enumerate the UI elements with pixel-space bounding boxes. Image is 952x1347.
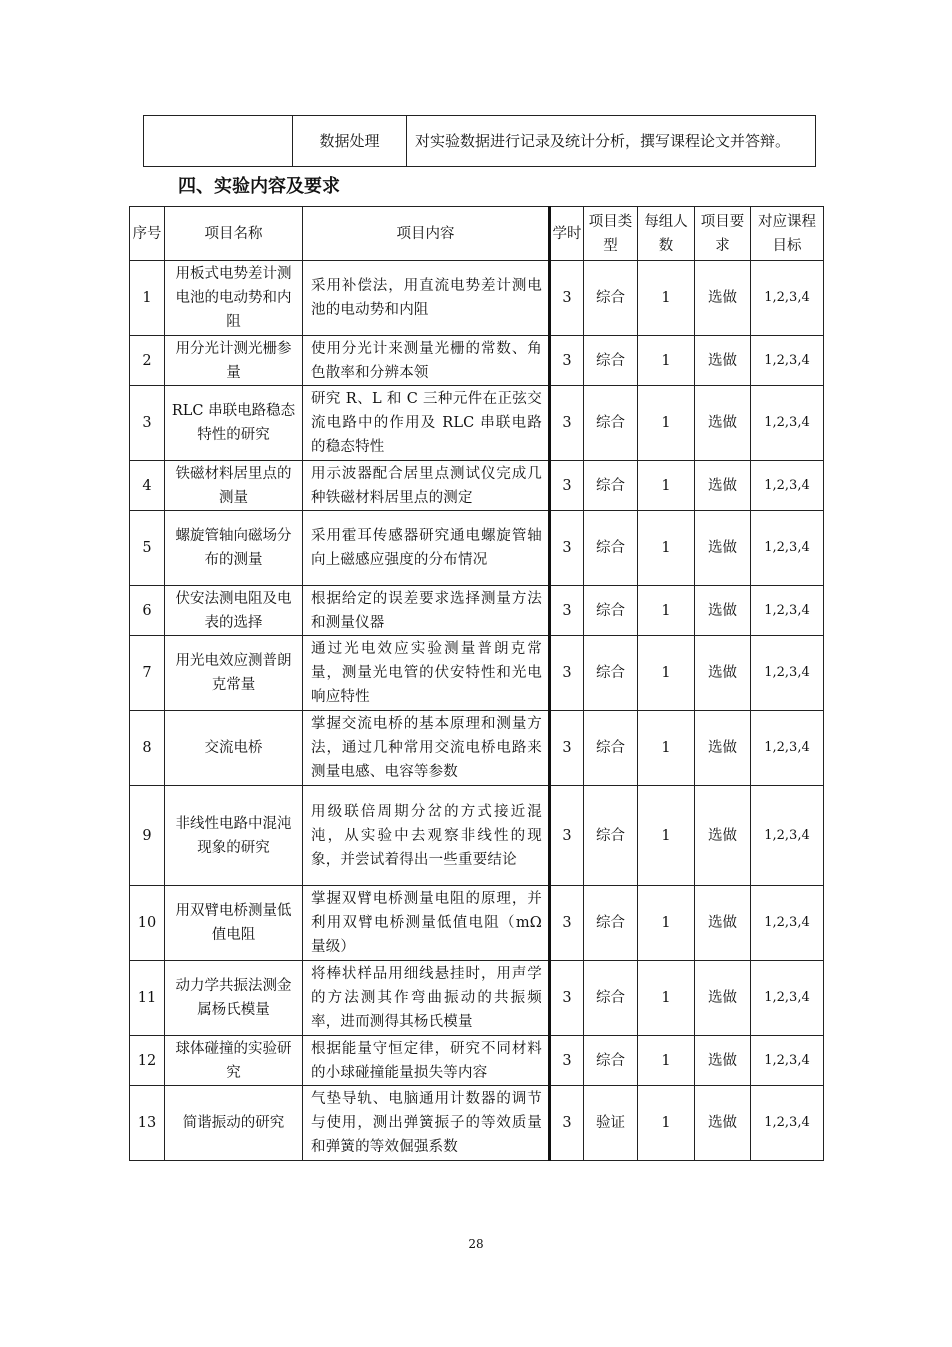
cell-req: 选做 bbox=[695, 511, 751, 586]
cell-req: 选做 bbox=[695, 1036, 751, 1086]
cell-goal: 1,2,3,4 bbox=[751, 1036, 824, 1086]
table-row bbox=[130, 261, 824, 336]
header-no: 序号 bbox=[130, 207, 165, 261]
cell-no: 6 bbox=[130, 586, 165, 636]
cell-hours: 3 bbox=[550, 636, 584, 711]
top-table-content-cell: 对实验数据进行记录及统计分析，撰写课程论文并答辩。 bbox=[407, 116, 816, 167]
cell-content: 将棒状样品用细线悬挂时，用声学的方法测其作弯曲振动的共振频率，进而测得其杨氏模量 bbox=[303, 961, 550, 1036]
table-row bbox=[130, 711, 824, 786]
cell-people: 1 bbox=[638, 386, 695, 461]
cell-people: 1 bbox=[638, 586, 695, 636]
cell-hours: 3 bbox=[550, 961, 584, 1036]
cell-hours: 3 bbox=[550, 461, 584, 511]
cell-content: 通过光电效应实验测量普朗克常量，测量光电管的伏安特性和光电响应特性 bbox=[303, 636, 550, 711]
table-row bbox=[130, 961, 824, 1036]
header-content: 项目内容 bbox=[303, 207, 550, 261]
cell-goal: 1,2,3,4 bbox=[751, 786, 824, 886]
experiments-table bbox=[129, 206, 824, 1161]
cell-content: 用示波器配合居里点测试仪完成几种铁磁材料居里点的测定 bbox=[303, 461, 550, 511]
cell-name: 铁磁材料居里点的测量 bbox=[165, 461, 303, 511]
cell-name: 用光电效应测普朗克常量 bbox=[165, 636, 303, 711]
cell-no: 10 bbox=[130, 886, 165, 961]
cell-type: 综合 bbox=[584, 961, 638, 1036]
cell-type: 综合 bbox=[584, 886, 638, 961]
cell-name: 用双臂电桥测量低值电阻 bbox=[165, 886, 303, 961]
cell-goal: 1,2,3,4 bbox=[751, 636, 824, 711]
table-header-row bbox=[130, 207, 824, 261]
cell-goal: 1,2,3,4 bbox=[751, 586, 824, 636]
cell-type: 验证 bbox=[584, 1086, 638, 1161]
table-row bbox=[130, 636, 824, 711]
cell-name: 动力学共振法测金属杨氏模量 bbox=[165, 961, 303, 1036]
cell-req: 选做 bbox=[695, 386, 751, 461]
cell-type: 综合 bbox=[584, 511, 638, 586]
cell-goal: 1,2,3,4 bbox=[751, 1086, 824, 1161]
cell-content: 根据能量守恒定律，研究不同材料的小球碰撞能量损失等内容 bbox=[303, 1036, 550, 1086]
cell-people: 1 bbox=[638, 336, 695, 386]
cell-people: 1 bbox=[638, 886, 695, 961]
cell-name: 用板式电势差计测电池的电动势和内阻 bbox=[165, 261, 303, 336]
cell-hours: 3 bbox=[550, 586, 584, 636]
cell-people: 1 bbox=[638, 711, 695, 786]
table-row bbox=[130, 1086, 824, 1161]
cell-type: 综合 bbox=[584, 636, 638, 711]
cell-no: 12 bbox=[130, 1036, 165, 1086]
cell-goal: 1,2,3,4 bbox=[751, 961, 824, 1036]
header-req: 项目要求 bbox=[695, 207, 751, 261]
table-row bbox=[130, 886, 824, 961]
cell-no: 7 bbox=[130, 636, 165, 711]
cell-people: 1 bbox=[638, 1086, 695, 1161]
cell-goal: 1,2,3,4 bbox=[751, 386, 824, 461]
cell-name: RLC 串联电路稳态特性的研究 bbox=[165, 386, 303, 461]
cell-no: 3 bbox=[130, 386, 165, 461]
cell-name: 用分光计测光栅参量 bbox=[165, 336, 303, 386]
cell-type: 综合 bbox=[584, 461, 638, 511]
cell-no: 5 bbox=[130, 511, 165, 586]
cell-hours: 3 bbox=[550, 711, 584, 786]
cell-content: 掌握双臂电桥测量电阻的原理，并利用双臂电桥测量低值电阻（mΩ 量级） bbox=[303, 886, 550, 961]
cell-req: 选做 bbox=[695, 636, 751, 711]
cell-content: 使用分光计来测量光栅的常数、角色散率和分辨本领 bbox=[303, 336, 550, 386]
cell-content: 采用霍耳传感器研究通电螺旋管轴向上磁感应强度的分布情况 bbox=[303, 511, 550, 586]
cell-no: 1 bbox=[130, 261, 165, 336]
header-people: 每组人数 bbox=[638, 207, 695, 261]
cell-hours: 3 bbox=[550, 261, 584, 336]
cell-content: 采用补偿法，用直流电势差计测电池的电动势和内阻 bbox=[303, 261, 550, 336]
cell-no: 4 bbox=[130, 461, 165, 511]
cell-goal: 1,2,3,4 bbox=[751, 711, 824, 786]
table-row bbox=[130, 586, 824, 636]
cell-req: 选做 bbox=[695, 261, 751, 336]
cell-content: 根据给定的误差要求选择测量方法和测量仪器 bbox=[303, 586, 550, 636]
cell-name: 伏安法测电阻及电表的选择 bbox=[165, 586, 303, 636]
top-table-label-cell: 数据处理 bbox=[293, 116, 407, 167]
cell-name: 交流电桥 bbox=[165, 711, 303, 786]
cell-type: 综合 bbox=[584, 386, 638, 461]
table-row bbox=[130, 461, 824, 511]
cell-hours: 3 bbox=[550, 1036, 584, 1086]
cell-req: 选做 bbox=[695, 886, 751, 961]
table-row bbox=[130, 336, 824, 386]
cell-req: 选做 bbox=[695, 711, 751, 786]
cell-req: 选做 bbox=[695, 586, 751, 636]
cell-no: 2 bbox=[130, 336, 165, 386]
cell-req: 选做 bbox=[695, 961, 751, 1036]
cell-req: 选做 bbox=[695, 461, 751, 511]
cell-people: 1 bbox=[638, 461, 695, 511]
cell-req: 选做 bbox=[695, 1086, 751, 1161]
cell-goal: 1,2,3,4 bbox=[751, 886, 824, 961]
cell-content: 掌握交流电桥的基本原理和测量方法，通过几种常用交流电桥电路来测量电感、电容等参数 bbox=[303, 711, 550, 786]
page-number: 28 bbox=[468, 1237, 484, 1251]
header-name: 项目名称 bbox=[165, 207, 303, 261]
cell-hours: 3 bbox=[550, 336, 584, 386]
cell-name: 螺旋管轴向磁场分布的测量 bbox=[165, 511, 303, 586]
cell-content: 用级联倍周期分岔的方式接近混沌，从实验中去观察非线性的现象，并尝试着得出一些重要结论 bbox=[303, 786, 550, 886]
cell-name: 简谐振动的研究 bbox=[165, 1086, 303, 1161]
cell-name: 球体碰撞的实验研究 bbox=[165, 1036, 303, 1086]
experiments-table-body bbox=[130, 261, 824, 1161]
table-row bbox=[130, 1036, 824, 1086]
cell-no: 9 bbox=[130, 786, 165, 886]
table-row bbox=[130, 386, 824, 461]
cell-people: 1 bbox=[638, 961, 695, 1036]
cell-no: 8 bbox=[130, 711, 165, 786]
table-row bbox=[130, 511, 824, 586]
cell-type: 综合 bbox=[584, 336, 638, 386]
header-type: 项目类型 bbox=[584, 207, 638, 261]
cell-req: 选做 bbox=[695, 786, 751, 886]
cell-name: 非线性电路中混沌现象的研究 bbox=[165, 786, 303, 886]
cell-type: 综合 bbox=[584, 786, 638, 886]
cell-hours: 3 bbox=[550, 511, 584, 586]
top-carryover-table bbox=[143, 115, 816, 167]
header-goal: 对应课程目标 bbox=[751, 207, 824, 261]
cell-hours: 3 bbox=[550, 786, 584, 886]
cell-hours: 3 bbox=[550, 386, 584, 461]
cell-people: 1 bbox=[638, 636, 695, 711]
cell-type: 综合 bbox=[584, 586, 638, 636]
cell-people: 1 bbox=[638, 786, 695, 886]
cell-no: 13 bbox=[130, 1086, 165, 1161]
cell-goal: 1,2,3,4 bbox=[751, 461, 824, 511]
cell-goal: 1,2,3,4 bbox=[751, 511, 824, 586]
cell-content: 气垫导轨、电脑通用计数器的调节与使用，测出弹簧振子的等效质量和弹簧的等效倔强系数 bbox=[303, 1086, 550, 1161]
cell-type: 综合 bbox=[584, 1036, 638, 1086]
cell-goal: 1,2,3,4 bbox=[751, 336, 824, 386]
cell-hours: 3 bbox=[550, 1086, 584, 1161]
cell-req: 选做 bbox=[695, 336, 751, 386]
cell-hours: 3 bbox=[550, 886, 584, 961]
top-table-empty-cell bbox=[144, 116, 293, 167]
cell-type: 综合 bbox=[584, 711, 638, 786]
cell-people: 1 bbox=[638, 511, 695, 586]
cell-goal: 1,2,3,4 bbox=[751, 261, 824, 336]
cell-no: 11 bbox=[130, 961, 165, 1036]
cell-content: 研究 R、L 和 C 三种元件在正弦交流电路中的作用及 RLC 串联电路的稳态特性 bbox=[303, 386, 550, 461]
header-hours: 学时 bbox=[550, 207, 584, 261]
section-heading: 四、实验内容及要求 bbox=[178, 176, 340, 197]
table-row bbox=[130, 786, 824, 886]
table-row bbox=[144, 116, 816, 167]
cell-type: 综合 bbox=[584, 261, 638, 336]
cell-people: 1 bbox=[638, 261, 695, 336]
cell-people: 1 bbox=[638, 1036, 695, 1086]
